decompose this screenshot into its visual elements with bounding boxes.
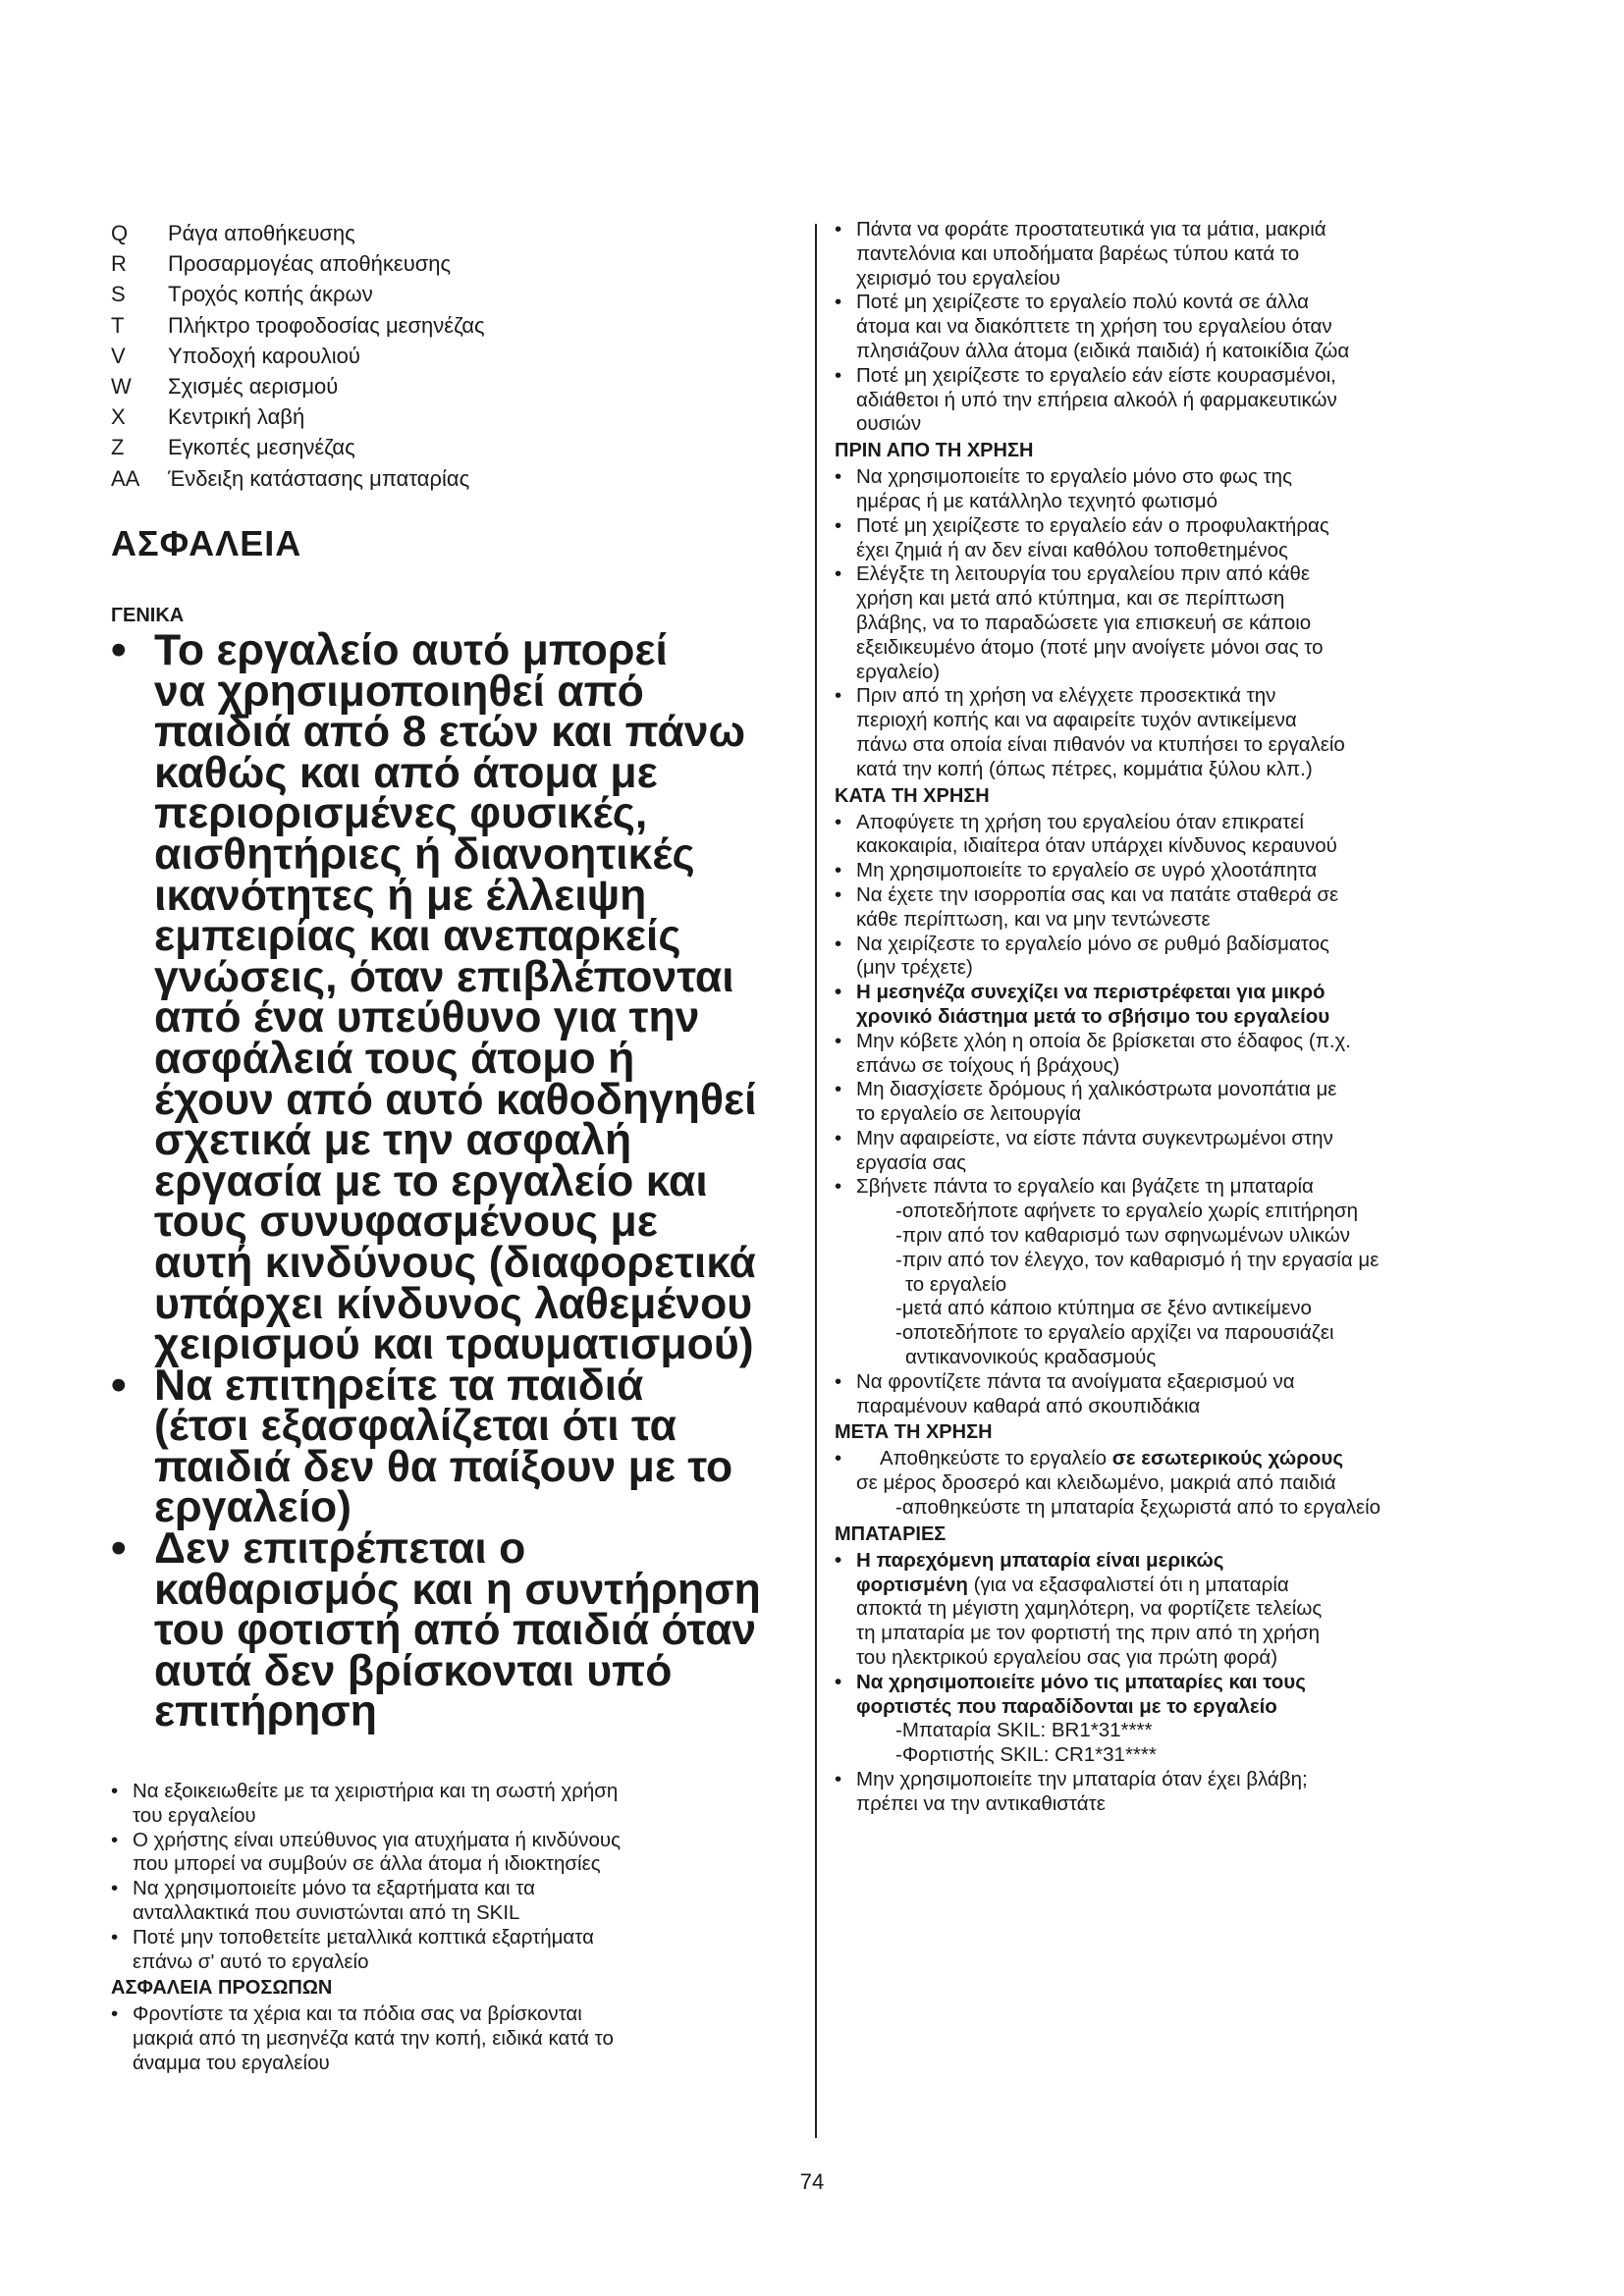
warning-line: από ένα υπεύθυνο για την (154, 993, 700, 1042)
list-item: • Να φροντίζετε πάντα τα ανοίγματα εξαερισμού να παραμένουν καθαρά από σκουπιδάκια (835, 1369, 1295, 1417)
sub-item: το εργαλείο (905, 1272, 1007, 1296)
warning-line: γνώσεις, όταν επιβλέπονται (154, 952, 734, 1001)
warning-line: παιδιά δεν θα παίξουν με το (154, 1442, 733, 1491)
list-item: • Να χρησιμοποιείτε μόνο τα εξαρτήματα και τα ανταλλακτικά που συνιστώνται από τη SKIL (111, 1877, 535, 1924)
warning-line: (έτσι εξασφαλίζεται ότι τα (154, 1402, 677, 1451)
page-number: 74 (799, 2169, 825, 2194)
legend-row: X Κεντρική λαβή (111, 404, 305, 430)
list-item: • Να εξοικειωθείτε με τα χειριστήρια και τη σωστή χρήση του εργαλείου (111, 1780, 619, 1827)
list-item: • Μη διασχίσετε δρόμους ή χαλικόστρωτα μονοπάτια με το εργαλείο σε λειτουργία (835, 1078, 1337, 1126)
warning-line: ικανότητες ή με έλλειψη (154, 871, 647, 920)
list-item: • Ο χρήστης είναι υπεύθυνος για ατυχήματα ή κινδύνους που μπορεί να συμβούν σε άλλα άτομα ή ιδιοκτησίες (111, 1828, 621, 1876)
warning-line: σχετικά με την ασφαλή (154, 1116, 632, 1165)
list-item: • Μη χρησιμοποιείτε το εργαλείο σε υγρό χλοοτάπητα (835, 859, 1318, 882)
warning-line: • Το εργαλείο αυτό μπορεί (111, 626, 668, 674)
batteries-heading: ΜΠΑΤΑΡΙΕΣ (835, 1522, 947, 1545)
legend-row: T Πλήκτρο τροφοδοσίας μεσηνέζας (111, 312, 485, 338)
list-item: • Να χρησιμοποιείτε το εργαλείο μόνο στο φως της ημέρας ή με κατάλληλο τεχνητό φωτισμό (835, 465, 1292, 512)
general-small-list (111, 1780, 810, 2076)
legend-row: Q Ράγα αποθήκευσης (111, 221, 355, 245)
legend-row: Z Εγκοπές μεσηνέζας (111, 435, 355, 460)
column-divider (815, 224, 817, 2138)
warning-line: του φοτιστή από παιδιά όταν (154, 1606, 757, 1655)
list-item: • Πάντα να φοράτε προστατευτικά για τα μάτια, μακριά παντελόνια και υποδήματα βαρέως τύπου κατά το χειρισμό του εργαλείου (835, 218, 1326, 290)
warning-line: • Να επιτηρείτε τα παιδιά (111, 1361, 644, 1410)
legend-row: R Προσαρμογέας αποθήκευσης (111, 251, 452, 277)
right-text: • Πάντα να φοράτε προστατευτικά για τα μάτια, μακριά παντελόνια και υποδήματα βαρέως τύπου κατά το χειρισμό του εργαλείου • Ποτέ μη χειρίζεστε το εργαλείο πολύ κοντά σε άλλα άτομα και να διακόπτετε τη χρήση του εργαλείου όταν πλησιάζουν άλλα άτομα (ειδικά παιδιά) ή κατοικίδια ζώα • Ποτέ μη χειρίζεστε το εργαλείο εάν είστε κουρασμένοι, αδιάθετοι ή υπό την επήρεια αλκοόλ ή φαρμακευτικών ουσιών ΠΡΙΝ ΑΠΟ ΤΗ ΧΡΗΣΗ • Να χρησιμοποιείτε το εργαλείο μόνο στο φως της ημέρας ή με κατάλληλο τεχνητό φωτισμό • Ποτέ μη χειρίζεστε το εργαλείο εάν ο προφυλακτήρας έχει ζημιά ή αν δεν είναι καθόλου τοποθετημένος • Ελέγξτε τη λειτουργία του εργαλείου πριν από κάθε χρήση και μετά από κτύπημα, και σε περίπτωση βλάβης, να το παραδώσετε για επισκευή σε κάποιο εξειδικευμένο άτομο (ποτέ μην ανοίγετε μόνοι σας το εργαλείο) • Πριν από τη χρήση να ελέγχετε προσεκτικά την περιοχή κοπής και να αφαιρείτε τυχόν αντικείμενα πάνω στα οποία είναι πιθανόν να κτυπήσει το εργαλείο κατά την κοπή (όπως πέτρες, κομμάτια ξύλου κλπ.) ΚΑΤΑ ΤΗ ΧΡΗΣΗ • Αποφύγετε τη χρήση του εργαλείου όταν επικρατεί κακοκαιρία, ιδιαίτερα όταν υπάρχει κίνδυνος κεραυνού • Μη χρησιμοποιείτε το εργαλείο σε υγρό χλοοτάπητα • Να έχετε την ισορροπία σας και να πατάτε σταθερά σε κάθε περίπτωση, και να μην τεντώνεστε • Να χειρίζεστε το εργαλείο μόνο σε ρυθμό βαδίσματος (μην τρέχετε) • Η μεσηνέζα συνεχίζει να περιστρέφεται για μικρό χρονικό διάστημα μετά το σβήσιμο του εργαλείου • Μην κόβετε χλόη η οποία δε βρίσκεται στο έδαφος (π.χ. επάνω σε τοίχους ή βράχους) • Μη διασχίσετε δρόμους ή χαλικόστρωτα μονοπάτια με το εργαλείο σε λειτουργία • Μην αφαιρείστε, να είστε πάντα συγκεντρωμένοι στην εργασία σας • Σβήνετε πάντα το εργαλείο και βγάζετε τη μπαταρία -οποτεδήποτε αφήνετε το εργαλείο χωρίς επιτήρηση -πριν από τον καθαρισμό των σφηνωμένων υλικών -πριν από τον έλεγχο, τον καθαρισμό ή την εργασία με το εργαλείο -μετά από κάποιο κτύπημα σε ξένο αντικείμενο -οποτεδήποτε το εργαλείο αρχίζει να παρουσιάζει αντικανονικούς κραδασμούς • Να φροντίζετε πάντα τα ανοίγματα εξαερισμού να παραμένουν καθαρά από σκουπιδάκια ΜΕΤΑ ΤΗ ΧΡΗΣΗ • Αποθηκεύστε το εργαλείο σε εσωτερικούς χώρους σε μέρος δροσερό και κλειδωμένο, μακριά από παιδιά -αποθηκεύστε τη μπαταρία ξεχωριστά από το εργαλείο ΜΠΑΤΑΡΙΕΣ • Η παρεχόμενη μπαταρία είναι μερικώς φορτισμένη (για να εξασφαλιστεί ότι η μπαταρία αποκτά τη μέγιστη χαμηλότερη, να φορτίζετε τελείως τη μπαταρία με τον φορτιστή της πριν από τη χρήση του ηλεκτρικού εργαλείου σας για πρώτη φορά) • Να χρησιμοποιείτε μόνο τις μπαταρίες και τους φορτιστές που παραδίδονται με το εργαλείο -Μπαταρία SKIL: BR1*31**** -Φορτιστής SKIL: CR1*31**** • Μην χρησιμοποιείτε την μπαταρία όταν έχει βλάβη; πρέπει να την αντικαθιστάτε (835, 218, 1542, 1817)
warning-line: εμπειρίας και ανεπαρκείς (154, 912, 681, 961)
component-legend (111, 218, 485, 494)
warning-line: επιτήρηση (154, 1687, 377, 1736)
charger-model: -Φορτιστής SKIL: CR1*31**** (895, 1743, 1157, 1767)
battery-model: -Μπαταρία SKIL: BR1*31**** (895, 1719, 1153, 1742)
before-use-heading: ΠΡΙΝ ΑΠΟ ΤΗ ΧΡΗΣΗ (835, 440, 1034, 462)
legend-row: AA Ένδειξη κατάστασης μπαταρίας (111, 465, 470, 491)
list-item: • Μην κόβετε χλόη η οποία δε βρίσκεται στο έδαφος (π.χ. επάνω σε τοίχους ή βράχους) (835, 1029, 1352, 1077)
warning-line: έχουν από αυτό καθοδηγηθεί (154, 1075, 757, 1124)
sub-item: αντικανονικούς κραδασμούς (905, 1346, 1157, 1369)
general-heading: ΓΕΝΙΚΑ (111, 605, 185, 626)
list-item: • Σβήνετε πάντα το εργαλείο και βγάζετε τη μπαταρία (835, 1175, 1314, 1199)
list-item: • Να έχετε την ισορροπία σας και να πατάτε σταθερά σε κάθε περίπτωση, και να μην τεντώνεστε (835, 882, 1339, 931)
general-section (111, 602, 810, 1736)
list-item: • Ποτέ μην τοποθετείτε μεταλλικά κοπτικά εξαρτήματα επάνω σ' αυτό το εργαλείο (111, 1925, 594, 1973)
after-use-heading: ΜΕΤΑ ΤΗ ΧΡΗΣΗ (835, 1421, 993, 1444)
list-item: • Η μεσηνέζα συνεχίζει να περιστρέφεται για μικρό χρονικό διάστημα μετά το σβήσιμο του εργαλείου (835, 981, 1330, 1028)
list-item: • Η παρεχόμενη μπαταρία είναι μερικώς φορτισμένη (για να εξασφαλιστεί ότι η μπαταρία αποκτά τη μέγιστη χαμηλότερη, να φορτίζετε τελείως τη μπαταρία με τον φορτιστή της πριν από τη χρήση του ηλεκτρικού εργαλείου σας για πρώτη φορά) (835, 1548, 1323, 1670)
warning-line: • Δεν επιτρέπεται ο (111, 1524, 526, 1574)
list-item: • Μην αφαιρείστε, να είστε πάντα συγκεντρωμένοι στην εργασία σας (835, 1126, 1333, 1174)
warning-line: καθαρισμός και η συντήρηση (154, 1565, 761, 1614)
warning-line: περιορισμένες φυσικές, (154, 789, 648, 838)
warning-line: χειρισμού και τραυματισμού) (154, 1320, 754, 1369)
sub-item: -οποτεδήποτε το εργαλείο αρχίζει να παρουσιάζει (895, 1321, 1334, 1345)
warning-line: εργαλείο) (154, 1483, 352, 1532)
personal-safety-heading: ΑΣΦΑΛΕΙΑ ΠΡΟΣΩΠΩΝ (111, 1977, 333, 2000)
list-item: • Αποφύγετε τη χρήση του εργαλείου όταν επικρατεί κακοκαιρία, ιδιαίτερα όταν υπάρχει κίνδυνος κεραυνού (835, 810, 1337, 858)
list-item: • Αποθηκεύστε το εργαλείο σε εσωτερικούς χώρους (835, 1447, 1344, 1470)
during-use-heading: ΚΑΤΑ ΤΗ ΧΡΗΣΗ (835, 784, 990, 807)
legend-row: S Τροχός κοπής άκρων (111, 282, 373, 307)
list-item: • Μην χρησιμοποιείτε την μπαταρία όταν έχει βλάβη; πρέπει να την αντικαθιστάτε (835, 1768, 1308, 1815)
warning-line: εργασία με το εργαλείο και (154, 1156, 708, 1205)
warning-line: αυτά δεν βρίσκονται υπό (154, 1646, 673, 1695)
safety-title: ΑΣΦΑΛΕΙΑ (111, 523, 302, 563)
warning-line: υπάρχει κίνδυνος λαθεμένου (154, 1279, 753, 1328)
list-item: • Να χειρίζεστε το εργαλείο μόνο σε ρυθμό βαδίσματος (μην τρέχετε) (835, 932, 1329, 980)
warning-line: αισθητήριες ή διανοητικές (154, 829, 695, 879)
sub-item: -μετά από κάποιο κτύπημα σε ξένο αντικείμενο (895, 1297, 1312, 1320)
sub-item: -οποτεδήποτε αφήνετε το εργαλείο χωρίς επιτήρηση (895, 1200, 1359, 1223)
list-item: • Ποτέ μη χειρίζεστε το εργαλείο εάν είστε κουρασμένοι, αδιάθετοι ή υπό την επήρεια αλκοόλ ή φαρμακευτικών ουσιών (835, 363, 1337, 436)
list-item: • Ποτέ μη χειρίζεστε το εργαλείο πολύ κοντά σε άλλα άτομα και να διακόπτετε τη χρήση του εργαλείου όταν πλησιάζουν άλλα άτομα (ειδικά παιδιά) ή κατοικίδια ζώα (835, 291, 1350, 362)
legend-row: W Σχισμές αερισμού (111, 374, 339, 400)
warning-line: αυτή κινδύνους (διαφορετικά (154, 1238, 756, 1287)
list-item: • Να χρησιμοποιείτε μόνο τις μπαταρίες και τους φορτιστές που παραδίδονται με το εργαλείο (835, 1670, 1306, 1718)
warning-line: παιδιά από 8 ετών και πάνω (154, 708, 746, 757)
list-item: • Πριν από τη χρήση να ελέγχετε προσεκτικά την περιοχή κοπής και να αφαιρείτε τυχόν αντικείμενα πάνω στα οποία είναι πιθανόν να κτυπήσει το εργαλείο κατά την κοπή (όπως πέτρες, κομμάτια ξύλου κλπ.) (835, 684, 1345, 780)
list-item: • Ελέγξτε τη λειτουργία του εργαλείου πριν από κάθε χρήση και μετά από κτύπημα, και σε περίπτωση βλάβης, να το παραδώσετε για επισκευή σε κάποιο εξειδικευμένο άτομο (ποτέ μην ανοίγετε μόνοι σας το εργαλείο) (835, 562, 1324, 683)
legend-row: V Υποδοχή καρουλιού (111, 343, 360, 368)
warning-line: καθώς και από άτομα με (154, 748, 658, 797)
list-item: • Φροντίστε τα χέρια και τα πόδια σας να βρίσκονται μακριά από τη μεσηνέζα κατά την κοπή, ειδικά κατά το άναμμα του εργαλείου (111, 2002, 614, 2074)
child-safety-warnings (111, 626, 810, 1736)
warning-line: ασφάλειά τους άτομο ή (154, 1034, 635, 1083)
list-item: • Ποτέ μη χειρίζεστε το εργαλείο εάν ο προφυλακτήρας έχει ζημιά ή αν δεν είναι καθόλου τοποθετημένος (835, 513, 1329, 561)
sub-item: -πριν από τον έλεγχο, τον καθαρισμό ή την εργασία με (895, 1248, 1380, 1271)
warning-line: να χρησιμοποιηθεί από (154, 667, 644, 716)
warning-line: τους συνυφασμένους με (154, 1198, 658, 1247)
sub-item: -πριν από τον καθαρισμό των σφηνωμένων υλικών (895, 1224, 1351, 1248)
